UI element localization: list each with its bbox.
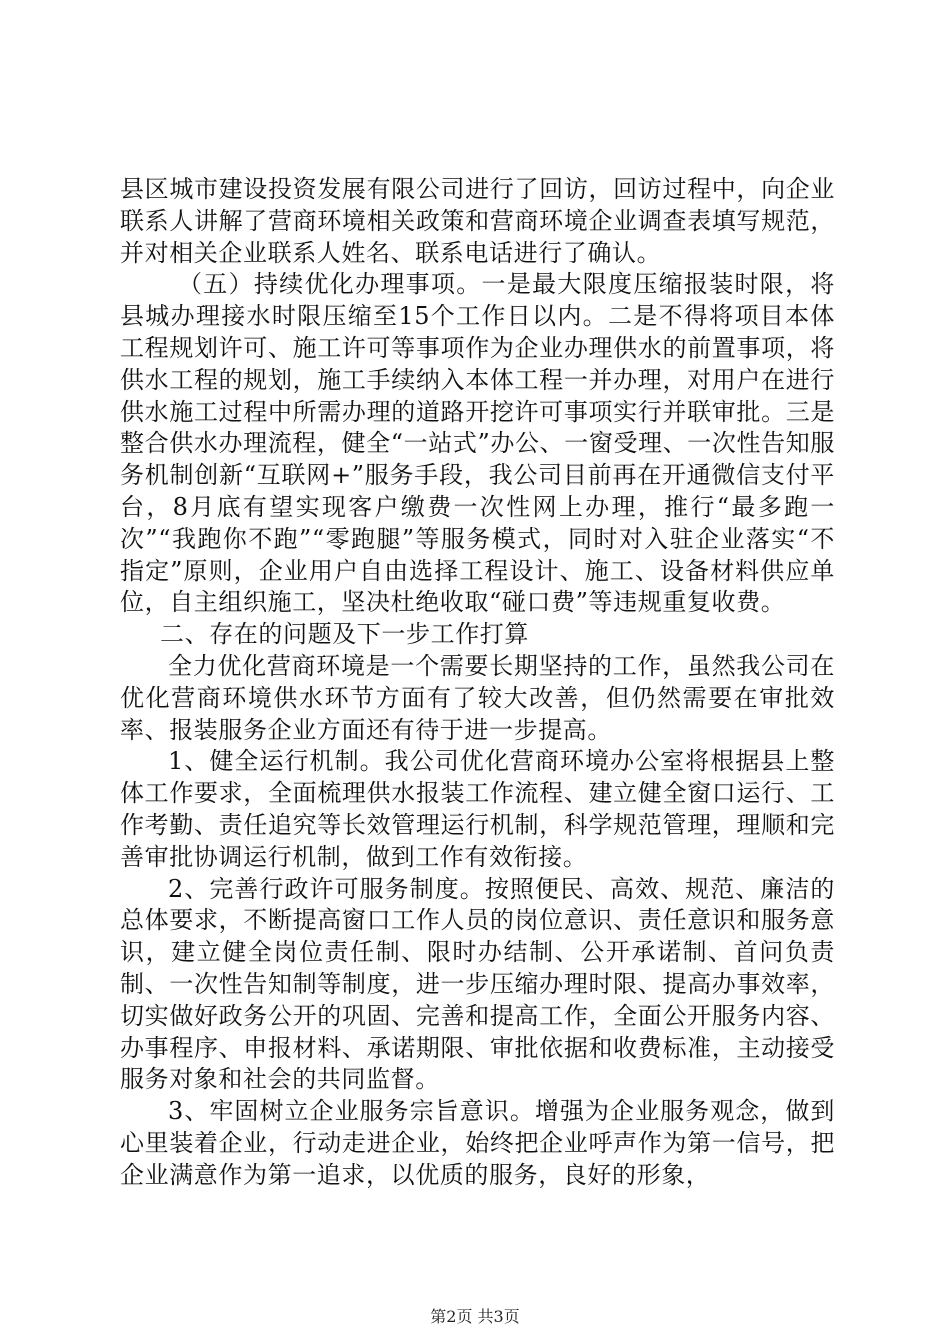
page-footer: 第2页 共3页 <box>430 1307 520 1326</box>
paragraph-intro: 全力优化营商环境是一个需要长期坚持的工作，虽然我公司在优化营商环境供水环节方面有了较大改善，但仍然需要在审批效率、报装服务企业方面还有待于进一步提高。 <box>120 651 835 744</box>
paragraph-point-1: 1、健全运行机制。我公司优化营商环境办公室将根据县上整体工作要求，全面梳理供水报装工作流程、建立健全窗口运行、工作考勤、责任追究等长效管理运行机制，科学规范管理，理顺和完善审批协调运行机制，做到工作有效衔接。 <box>120 747 835 871</box>
document-body <box>120 174 835 1192</box>
paragraph-continuation: 县区城市建设投资发展有限公司进行了回访，回访过程中，向企业联系人讲解了营商环境相关政策和营商环境企业调查表填写规范，并对相关企业联系人姓名、联系电话进行了确认。 <box>120 175 835 267</box>
paragraph-point-3: 3、牢固树立企业服务宗旨意识。增强为企业服务观念，做到心里装着企业，行动走进企业，始终把企业呼声作为第一信号，把企业满意作为第一追求，以优质的服务，良好的形象， <box>120 1097 835 1189</box>
paragraph-point-2: 2、完善行政许可服务制度。按照便民、高效、规范、廉洁的总体要求，不断提高窗口工作人员的岗位意识、责任意识和服务意识，建立健全岗位责任制、限时办结制、公开承诺制、首问负责制、一次性告知制等制度，进一步压缩办理时限、提高办事效率，切实做好政务公开的巩固、完善和提高工作，全面公开服务内容、办事程序、申报材料、承诺期限、审批依据和收费标准，主动接受服务对象和社会的共同监督。 <box>120 874 835 1094</box>
paragraph-item-5: （五）持续优化办理事项。一是最大限度压缩报装时限，将县城办理接水时限压缩至15个工作日以内。二是不得将项目本体工程规划许可、施工许可等事项作为企业办理供水的前置事项，将供水工程的规划，施工手续纳入本体工程一并办理，对用户在进行供水施工过程中所需办理的道路开挖许可事项实行并联审批。三是整合供水办理流程，健全“一站式”办公、一窗受理、一次性告知服务机制创新“互联网+”服务手段，我公司目前再在开通微信支付平台，8月底有望实现客户缴费一次性网上办理，推行“最多跑一次”“我跑你不跑”“零跑腿”等服务模式，同时对入驻企业落实“不指定”原则，企业用户自由选择工程设计、施工、设备材料供应单位，自主组织施工，坚决杜绝收取“碰口费”等违规重复收费。 <box>120 270 835 617</box>
section-heading-2: 二、存在的问题及下一步工作打算 <box>160 620 529 649</box>
